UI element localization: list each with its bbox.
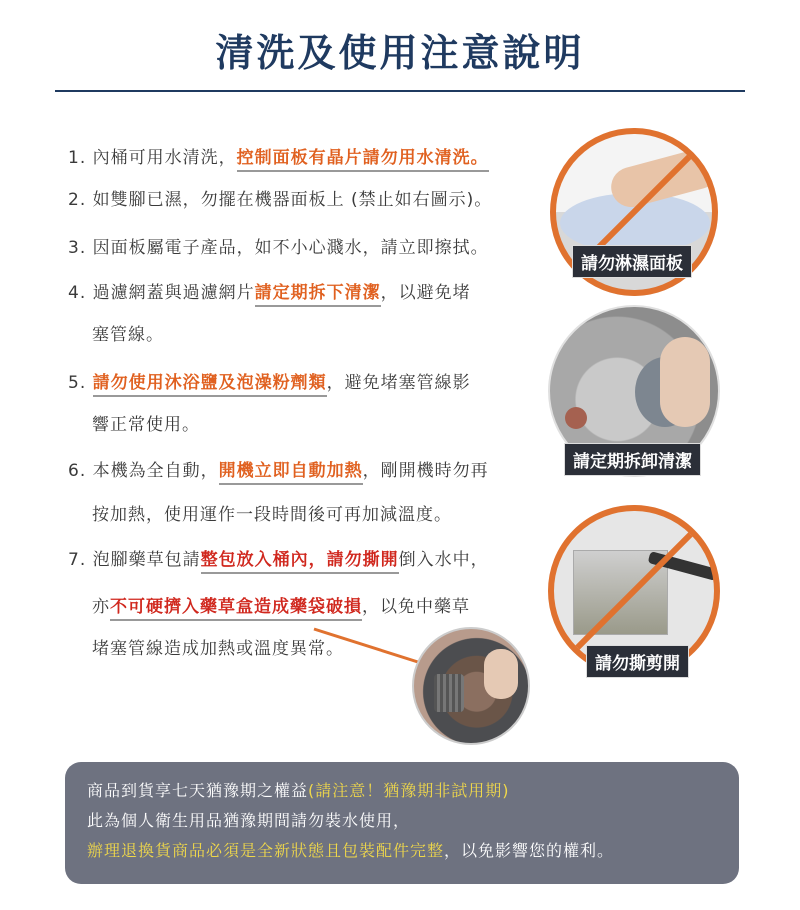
item-2: 2. 如雙腳已濕，勿擺在機器面板上 (禁止如右圖示)。 [68,190,493,210]
hand-shape [660,337,710,427]
item-7-cont [92,592,470,617]
notice-line-1 [87,776,717,806]
item-5-highlight: 請勿使用沐浴鹽及泡澡粉劑類 [93,373,327,397]
item-5 [68,368,471,393]
item-5-text-end: ，避免堵塞管線影 [326,373,471,393]
notice-box [65,762,739,884]
massage-node-shape [565,407,587,429]
item-6-highlight: 開機立即自動加熱 [219,461,363,485]
notice-line-3-yellow: 辦理退換貨商品必須是全新狀態且包裝配件完整 [87,841,445,860]
item-7-cont-2: 堵塞管線造成加熱或溫度異常。 [92,639,344,659]
caption-clean-filter: 請定期拆卸清潔 [564,443,701,476]
item-7-cont-text: 亦 [92,597,110,617]
item-4 [68,278,471,303]
item-4-cont: 塞管線。 [92,325,164,345]
item-7-cont-end: ，以免中藥草 [362,597,470,617]
item-7-text: 7. 泡腳藥草包請 [68,550,201,570]
notice-line-1-text: 商品到貨享七天猶豫期之權益 [87,781,309,800]
item-1-number: 1. [68,148,87,168]
item-6-text-end: ，剛開機時勿再 [362,461,489,481]
item-6 [68,456,489,481]
notice-line-2: 此為個人衛生用品猶豫期間請勿裝水使用， [87,811,411,830]
item-6-cont: 按加熱，使用運作一段時間後可再加減溫度。 [92,505,452,525]
item-1-highlight: 控制面板有晶片請勿用水清洗。 [237,148,489,172]
page-title: 清洗及使用注意說明 [215,31,585,75]
notice-line-3 [87,836,717,866]
item-1 [68,143,489,168]
caption-no-wet-panel: 請勿淋濕面板 [572,245,692,278]
item-7-text-end: 倒入水中， [398,550,489,570]
caption-no-cut: 請勿撕剪開 [586,645,689,678]
item-4-text: 4. 過濾網蓋與過濾網片 [68,283,255,303]
item-6-text: 6. 本機為全自動， [68,461,219,481]
item-4-highlight: 請定期拆下清潔 [255,283,381,307]
item-1-text: 內桶可用水清洗， [92,148,237,168]
item-7 [68,545,489,570]
notice-line-1-yellow: (請注意！猶豫期非試用期) [308,781,510,800]
item-4-text-end: ，以避免堵 [380,283,471,303]
item-5-cont: 響正常使用。 [92,415,200,435]
filter-grid-shape [434,674,464,712]
item-7-highlight: 整包放入桶內，請勿撕開 [201,550,399,574]
finger-shape [484,649,518,699]
title-divider [55,90,745,92]
herb-box-image [412,627,530,745]
item-5-number: 5. [68,373,93,393]
item-3: 3. 因面板屬電子產品，如不小心濺水，請立即擦拭。 [68,238,489,258]
notice-line-3-text: ，以免影響您的權利。 [444,841,615,860]
item-7-highlight-2: 不可硬擠入藥草盒造成藥袋破損 [110,597,362,621]
